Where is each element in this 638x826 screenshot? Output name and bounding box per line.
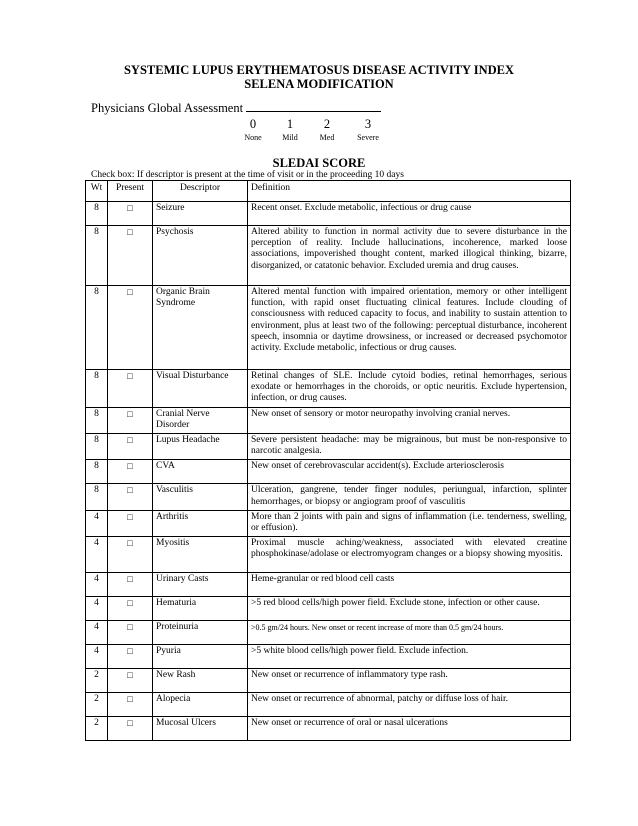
weight-cell: 8 bbox=[86, 370, 108, 408]
table-row bbox=[86, 693, 571, 717]
pga-label: Physicians Global Assessment bbox=[91, 101, 244, 115]
present-cell bbox=[108, 510, 153, 536]
present-checkbox[interactable]: □ bbox=[127, 574, 133, 585]
present-cell bbox=[108, 286, 153, 370]
present-checkbox[interactable]: □ bbox=[127, 371, 133, 381]
definition-cell: New onset or recurrence of oral or nasal ulcerations bbox=[248, 717, 571, 741]
table-row bbox=[86, 645, 571, 669]
present-cell bbox=[108, 370, 153, 408]
descriptor-cell: Arthritis bbox=[153, 510, 248, 536]
instruction-text: Check box: If descriptor is present at the time of visit or in the proceeding 10 days bbox=[91, 170, 404, 180]
descriptor-cell: Visual Disturbance bbox=[153, 370, 248, 408]
present-cell bbox=[108, 484, 153, 510]
present-cell bbox=[108, 407, 153, 433]
descriptor-cell: Seizure bbox=[153, 202, 248, 226]
table-header-row bbox=[86, 181, 571, 202]
header-descriptor: Descriptor bbox=[153, 181, 248, 202]
weight-cell: 8 bbox=[86, 484, 108, 510]
weight-cell: 4 bbox=[86, 510, 108, 536]
weight-cell: 4 bbox=[86, 573, 108, 597]
descriptor-cell: Pyuria bbox=[153, 645, 248, 669]
definition-cell: Severe persistent headache: may be migrainous, but must be non-responsive to narcotic analgesia. bbox=[248, 434, 571, 460]
definition-cell: Altered mental function with impaired orientation, memory or other intelligent function, with rapid onset fluctuating clinical features. Include clouding of consciousness with reduced capacity to focus, and inability to sustain attention to environment, plus at least two of the following: perceptual disturbance, incoherent speech, insomnia or daytime drowsiness, or increased or decreased psychomotor activity. Exclude metabolic, infectious or drug causes. bbox=[248, 286, 571, 370]
sledai-table bbox=[85, 180, 571, 741]
weight-cell: 8 bbox=[86, 226, 108, 286]
pga-scale-number: 3 bbox=[364, 117, 372, 131]
present-checkbox[interactable]: □ bbox=[127, 646, 133, 657]
present-cell bbox=[108, 460, 153, 484]
pga-scale-label: None bbox=[244, 133, 262, 142]
definition-cell: New onset or recurrence of abnormal, patchy or diffuse loss of hair. bbox=[248, 693, 571, 717]
descriptor-cell: Myositis bbox=[153, 537, 248, 573]
present-checkbox[interactable]: □ bbox=[127, 598, 133, 609]
weight-cell: 8 bbox=[86, 434, 108, 460]
pga-scale-number: 0 bbox=[249, 117, 257, 131]
present-cell bbox=[108, 202, 153, 226]
table-row bbox=[86, 202, 571, 226]
present-checkbox[interactable]: □ bbox=[127, 538, 133, 549]
table-row bbox=[86, 573, 571, 597]
table-row bbox=[86, 226, 571, 286]
sledai-title: SLEDAI SCORE bbox=[272, 156, 366, 170]
present-checkbox[interactable]: □ bbox=[127, 670, 133, 681]
definition-cell: Heme-granular or red blood cell casts bbox=[248, 573, 571, 597]
present-cell bbox=[108, 717, 153, 741]
present-checkbox[interactable]: □ bbox=[127, 622, 133, 633]
present-checkbox[interactable]: □ bbox=[127, 227, 133, 237]
definition-cell: >5 white blood cells/high power field. Exclude infection. bbox=[248, 645, 571, 669]
present-checkbox[interactable]: □ bbox=[127, 435, 133, 446]
weight-cell: 8 bbox=[86, 286, 108, 370]
present-cell bbox=[108, 226, 153, 286]
descriptor-cell: CVA bbox=[153, 460, 248, 484]
present-checkbox[interactable]: □ bbox=[127, 694, 133, 705]
descriptor-cell: Hematuria bbox=[153, 597, 248, 621]
pga-answer-line[interactable] bbox=[246, 111, 381, 112]
table-row bbox=[86, 434, 571, 460]
pga-scale-label: Mild bbox=[282, 133, 298, 142]
definition-cell: Ulceration, gangrene, tender finger nodules, periungual, infarction, splinter hemorrhages, or biopsy or angiogram proof of vasculitis bbox=[248, 484, 571, 510]
descriptor-cell: Organic Brain Syndrome bbox=[153, 286, 248, 370]
weight-cell: 4 bbox=[86, 621, 108, 645]
present-checkbox[interactable]: □ bbox=[127, 718, 133, 729]
pga-scale-number: 2 bbox=[323, 117, 331, 131]
document-subtitle: SELENA MODIFICATION bbox=[244, 77, 394, 91]
present-checkbox[interactable]: □ bbox=[127, 203, 133, 213]
present-cell bbox=[108, 621, 153, 645]
weight-cell: 4 bbox=[86, 645, 108, 669]
weight-cell: 8 bbox=[86, 407, 108, 433]
descriptor-cell: Alopecia bbox=[153, 693, 248, 717]
document-title: SYSTEMIC LUPUS ERYTHEMATOSUS DISEASE ACTIVITY INDEX bbox=[123, 63, 515, 77]
table-row bbox=[86, 460, 571, 484]
table-row bbox=[86, 286, 571, 370]
present-checkbox[interactable]: □ bbox=[127, 461, 133, 472]
weight-cell: 2 bbox=[86, 693, 108, 717]
table-row bbox=[86, 669, 571, 693]
descriptor-cell: Psychosis bbox=[153, 226, 248, 286]
definition-cell: New onset of sensory or motor neuropathy involving cranial nerves. bbox=[248, 407, 571, 433]
present-checkbox[interactable]: □ bbox=[127, 408, 133, 419]
weight-cell: 2 bbox=[86, 717, 108, 741]
present-cell bbox=[108, 573, 153, 597]
descriptor-cell: Cranial Nerve Disorder bbox=[153, 407, 248, 433]
definition-cell: Altered ability to function in normal activity due to severe disturbance in the perception of reality. Include hallucinations, incoherence, marked loose associations, impoverished thought content, marked illogical thinking, bizarre, disorganized, or catatonic behavior. Excluded uremia and drug causes. bbox=[248, 226, 571, 286]
pga-scale-label: Med bbox=[319, 133, 335, 142]
descriptor-cell: Urinary Casts bbox=[153, 573, 248, 597]
pga-scale-label: Severe bbox=[357, 133, 379, 142]
present-cell bbox=[108, 434, 153, 460]
definition-cell: New onset or recurrence of inflammatory type rash. bbox=[248, 669, 571, 693]
table-row bbox=[86, 597, 571, 621]
present-cell bbox=[108, 597, 153, 621]
present-checkbox[interactable]: □ bbox=[127, 485, 133, 496]
present-cell bbox=[108, 645, 153, 669]
weight-cell: 8 bbox=[86, 202, 108, 226]
definition-cell: More than 2 joints with pain and signs of inflammation (i.e. tenderness, swelling, or effusion). bbox=[248, 510, 571, 536]
weight-cell: 2 bbox=[86, 669, 108, 693]
table-row bbox=[86, 621, 571, 645]
present-cell bbox=[108, 537, 153, 573]
pga-scale-number: 1 bbox=[286, 117, 294, 131]
definition-cell: >0.5 gm/24 hours. New onset or recent increase of more than 0.5 gm/24 hours. bbox=[248, 621, 571, 645]
weight-cell: 4 bbox=[86, 537, 108, 573]
table-row bbox=[86, 484, 571, 510]
header-wt: Wt bbox=[86, 181, 108, 202]
descriptor-cell: Mucosal Ulcers bbox=[153, 717, 248, 741]
definition-cell: Retinal changes of SLE. Include cytoid bodies, retinal hemorrhages, serious exodate or hemorrhages in the choroids, or optic neuritis. Exclude hypertension, infection, or drug causes. bbox=[248, 370, 571, 408]
weight-cell: 8 bbox=[86, 460, 108, 484]
descriptor-cell: New Rash bbox=[153, 669, 248, 693]
present-checkbox[interactable]: □ bbox=[127, 287, 133, 297]
descriptor-cell: Lupus Headache bbox=[153, 434, 248, 460]
definition-cell: >5 red blood cells/high power field. Exclude stone, infection or other cause. bbox=[248, 597, 571, 621]
present-cell bbox=[108, 693, 153, 717]
table-row bbox=[86, 407, 571, 433]
present-checkbox[interactable]: □ bbox=[127, 511, 133, 522]
table-row bbox=[86, 510, 571, 536]
descriptor-cell: Vasculitis bbox=[153, 484, 248, 510]
definition-cell: New onset of cerebrovascular accident(s). Exclude arteriosclerosis bbox=[248, 460, 571, 484]
table-row bbox=[86, 537, 571, 573]
descriptor-cell: Proteinuria bbox=[153, 621, 248, 645]
weight-cell: 4 bbox=[86, 597, 108, 621]
present-cell bbox=[108, 669, 153, 693]
header-present: Present bbox=[108, 181, 153, 202]
table-row bbox=[86, 717, 571, 741]
header-definition: Definition bbox=[248, 181, 571, 202]
definition-cell: Recent onset. Exclude metabolic, infectious or drug cause bbox=[248, 202, 571, 226]
definition-cell: Proximal muscle aching/weakness, associated with elevated creatine phosphokinase/adolase or electromyogram changes or a biopsy showing myositis. bbox=[248, 537, 571, 573]
table-row bbox=[86, 370, 571, 408]
